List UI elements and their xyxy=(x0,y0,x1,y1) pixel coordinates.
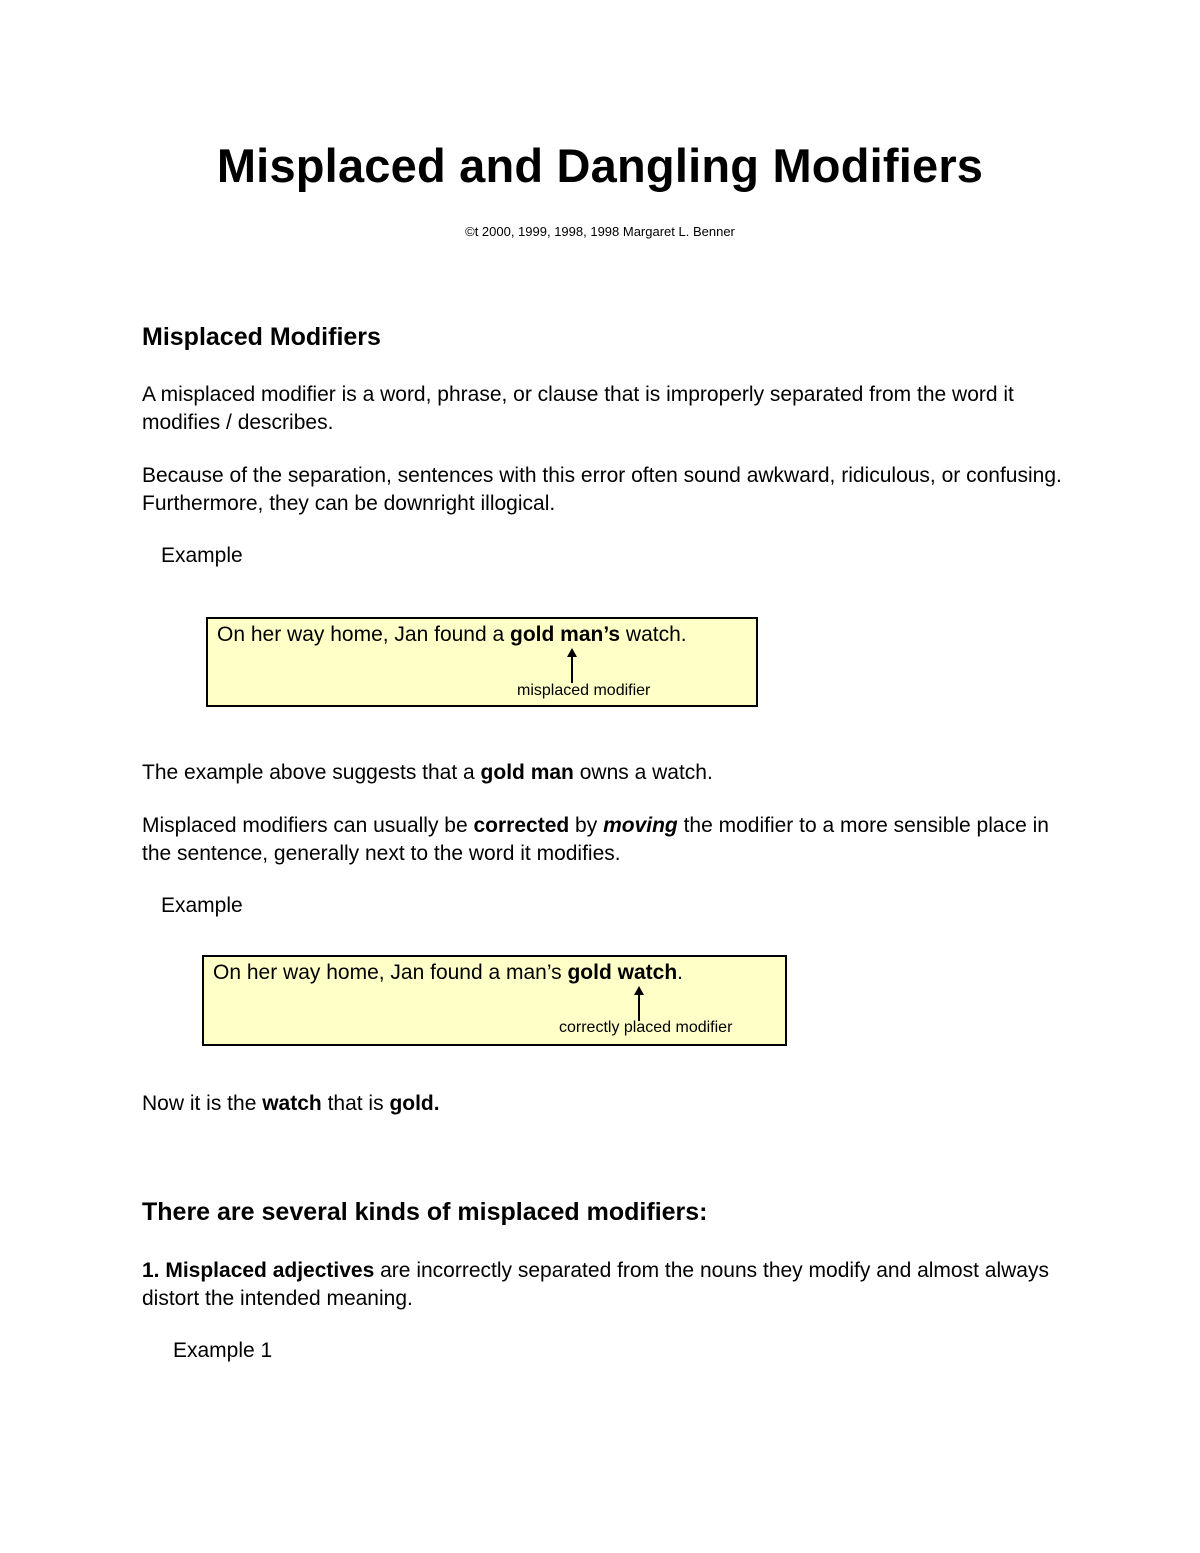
up-arrow-icon xyxy=(565,647,579,685)
example-box-misplaced xyxy=(206,617,758,707)
paragraph-separation: Because of the separation, sentences with this error often sound awkward, ridiculous, or confusing. Furthermore, they can be downright illogical. xyxy=(142,464,1062,515)
copyright-line: ©t 2000, 1999, 1998, 1998 Margaret L. Benner xyxy=(465,224,735,239)
example-sentence: On her way home, Jan found a gold man’s watch. xyxy=(217,623,687,646)
example-label: Example 1 xyxy=(173,1339,273,1362)
annotation-misplaced-modifier: misplaced modifier xyxy=(517,682,651,699)
list-item-misplaced-adjectives: 1. Misplaced adjectives are incorrectly separated from the nouns they modify and almost always distort the intended meaning. xyxy=(142,1259,1049,1310)
annotation-correctly-placed-modifier: correctly placed modifier xyxy=(559,1019,733,1036)
example-label: Example xyxy=(161,544,243,567)
paragraph-correction: Misplaced modifiers can usually be corrected by moving the modifier to a more sensible place in the sentence, generally next to the word it modifies. xyxy=(142,814,1049,865)
example-sentence: On her way home, Jan found a man’s gold watch. xyxy=(213,961,683,984)
paragraph-definition: A misplaced modifier is a word, phrase, or clause that is improperly separated from the word it modifies / describes. xyxy=(142,383,1014,434)
highlighted-modifier: gold man’s xyxy=(510,623,621,646)
paragraph-example-explanation: The example above suggests that a gold man owns a watch. xyxy=(142,761,713,784)
page-title: Misplaced and Dangling Modifiers xyxy=(216,139,984,192)
highlighted-modifier: gold watch xyxy=(567,961,678,984)
example-box-corrected xyxy=(202,955,787,1046)
paragraph-now-gold: Now it is the watch that is gold. xyxy=(142,1092,440,1115)
example-label: Example xyxy=(161,894,243,917)
section-heading-kinds: There are several kinds of misplaced modifiers: xyxy=(142,1198,708,1226)
up-arrow-icon xyxy=(632,985,646,1023)
section-heading-misplaced-modifiers: Misplaced Modifiers xyxy=(142,323,381,351)
